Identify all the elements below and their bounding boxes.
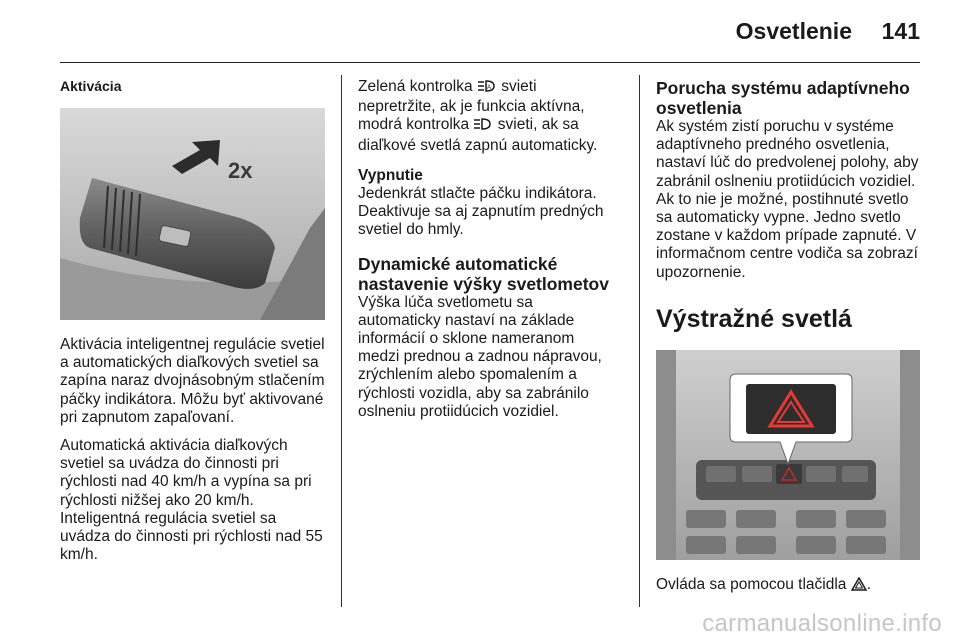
- section-title-hazard: Výstražné svetlá: [656, 304, 852, 333]
- hazard-button-illustration: [656, 350, 920, 560]
- page-number: 141: [881, 18, 920, 44]
- high-beam-auto-icon: [477, 79, 497, 98]
- indicator-text-a: Zelená kontrolka: [358, 78, 473, 95]
- activation-paragraph-1: Aktivácia inteligentnej regulácie svetiel a automatických diaľkových svetiel sa zapína naraz dvojnásobným stlačením páčky indikátora. Môžu byť aktivované pri zapnutom zapaľovaní.: [60, 336, 325, 426]
- hazard-caption-text: Ovláda sa pomocou tlačidla: [656, 575, 847, 593]
- high-beam-icon: [473, 117, 493, 136]
- stalk-image: [60, 108, 325, 320]
- indicator-stalk-illustration: [60, 108, 325, 320]
- sub-heading-off: Vypnutie: [358, 166, 423, 184]
- page-title: Osvetlenie: [735, 18, 852, 44]
- section-heading-dynamic-leveling: Dynamické automatické nastavenie výšky svetlometov: [358, 253, 609, 294]
- column-divider-2: [639, 75, 640, 607]
- double-press-label: 2x: [228, 158, 253, 183]
- hazard-caption: [656, 576, 920, 596]
- svg-text:A: A: [486, 85, 491, 91]
- indicator-text-b: svieti nepretržite, ak je funkcia aktívna, modrá kontrolka: [358, 78, 585, 134]
- failure-paragraph: Ak systém zistí poruchu v systéme adaptívneho predného osvetlenia, nastaví lúč do predvolenej polohy, aby zabránil oslneniu protiidúcich vozidiel. Ak to nie je možné, postihnuté svetlo sa automaticky vypne. Jedno svetlo zostane v každom prípade zapnuté. V informačnom centre vodiča sa zobrazí upozornenie.: [656, 118, 919, 281]
- section-heading-failure: Porucha systému adaptívneho osvetlenia: [656, 78, 910, 118]
- section-heading-activation: Aktivácia: [60, 78, 122, 94]
- column-2: [358, 78, 618, 421]
- watermark: carmanualsonline.info: [702, 610, 942, 637]
- column-divider-1: [341, 75, 342, 607]
- column-3: [656, 78, 920, 596]
- off-paragraph: Jedenkrát stlačte páčku indikátora. Deaktivuje sa aj zapnutím predných svetiel do hmly.: [358, 185, 604, 239]
- indicator-text-c: svieti, ak sa diaľkové svetlá zapnú automaticky.: [358, 116, 598, 154]
- activation-paragraph-2: Automatická aktivácia diaľkových svetiel sa uvádza do činnosti pri rýchlosti nad 40 km/h a vypína sa pri rýchlosti nižšej ako 20 km/h. Inteligentná regulácia svetiel sa uvádza do činnosti pri rýchlosti nad 55 km/h.: [60, 437, 323, 564]
- hazard-warning-icon: [851, 577, 867, 596]
- column-1: [60, 78, 325, 564]
- caption-period: .: [866, 575, 872, 593]
- page-header: [60, 0, 920, 63]
- leveling-paragraph: Výška lúča svetlometu sa automaticky nastaví na základe informácií o sklone nameranom medzi prednou a zadnou nápravou, zrýchlením alebo spomalením a rýchlosti vozidla, aby sa zabránilo oslneniu protiidúcich vozidiel.: [358, 293, 602, 420]
- indicator-paragraph: [358, 78, 618, 155]
- hazard-image: [656, 350, 920, 560]
